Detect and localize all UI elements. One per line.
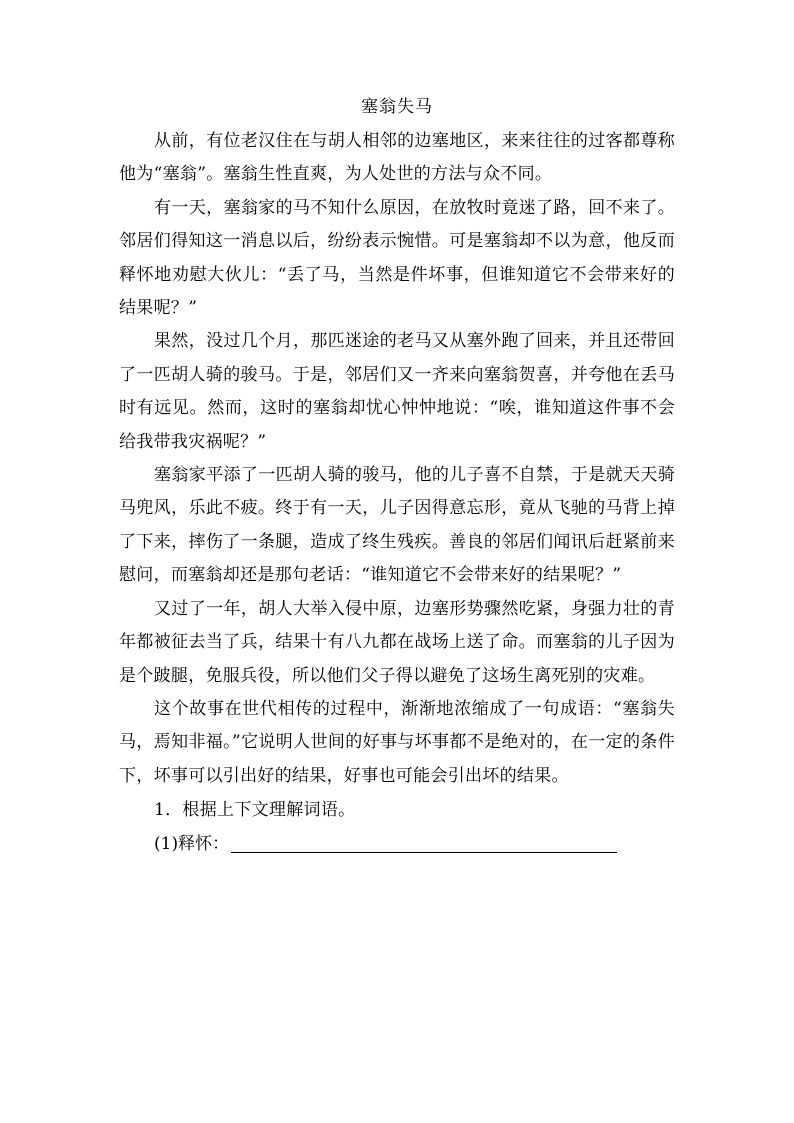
answer-blank[interactable]	[231, 830, 617, 853]
answer-row-1	[119, 827, 675, 861]
document-title: 塞翁失马	[361, 97, 433, 117]
paragraph-4: 塞翁家平添了一匹胡人骑的骏马，他的儿子喜不自禁，于是就天天骑马兜风，乐此不疲。终于有一天，儿子因得意忘形，竟从飞驰的马背上掉了下来，摔伤了一条腿，造成了终生残疾。善良的邻居们闻讯后赶紧前来慰问，而塞翁却还是那句老话：“谁知道它不会带来好的结果呢？”	[119, 465, 675, 586]
document-page	[119, 92, 675, 861]
paragraph-3: 果然，没过几个月，那匹迷途的老马又从塞外跑了回来，并且还带回了一匹胡人骑的骏马。于是，邻居们又一齐来向塞翁贺喜，并夸他在丢马时有远见。然而，这时的塞翁却忧心忡忡地说：“唉，谁知道这件事不会给我带我灾祸呢？”	[119, 331, 675, 452]
paragraph-6: 这个故事在世代相传的过程中，渐渐地浓缩成了一句成语：“塞翁失马，焉知非福。”它说明人世间的好事与坏事都不是绝对的，在一定的条件下，坏事可以引出好的结果，好事也可能会引出坏的结果。	[119, 698, 675, 786]
question-1: 1．根据上下文理解词语。	[154, 800, 356, 821]
paragraph-5: 又过了一年，胡人大举入侵中原，边塞形势骤然吃紧，身强力壮的青年都被征去当了兵，结果十有八九都在战场上送了命。而塞翁的儿子因为是个跛腿，免服兵役，所以他们父子得以避免了这场生离死别的灾难。	[119, 598, 675, 686]
paragraph-2: 有一天，塞翁家的马不知什么原因，在放牧时竟迷了路，回不来了。邻居们得知这一消息以后，纷纷表示惋惜。可是塞翁却不以为意，他反而释怀地劝慰大伙儿：“丢了马，当然是件坏事，但谁知道它不会带来好的结果呢？”	[119, 197, 675, 319]
sub-question-label: (1)释怀：	[154, 834, 230, 855]
paragraph-1: 从前，有位老汉住在与胡人相邻的边塞地区，来来往往的过客都尊称他为“塞翁”。塞翁生性直爽，为人处世的方法与众不同。	[119, 131, 675, 185]
